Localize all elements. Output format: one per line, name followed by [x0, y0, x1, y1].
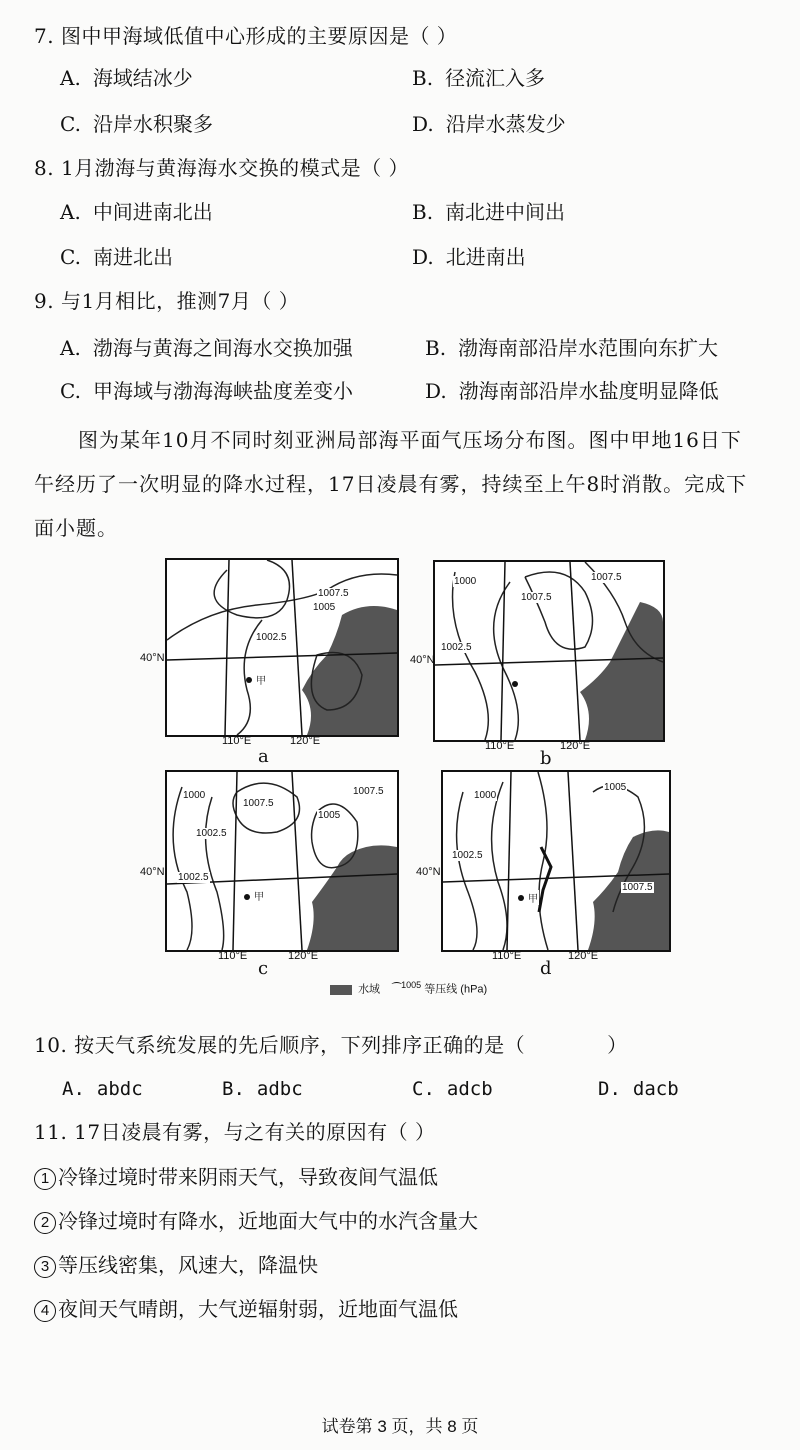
map-d-isobar-label-1: 1000: [474, 790, 497, 801]
map-b: [433, 560, 665, 742]
q11-item-4: 4 夜间天气晴朗，大气逆辐射弱，近地面气温低: [34, 1295, 458, 1323]
q7-option-d: D. 沿岸水蒸发少: [412, 112, 566, 136]
q8-option-b: B. 南北进中间出: [412, 200, 566, 224]
map-c-isobar-label-2: 1007.5: [243, 798, 274, 809]
q10-option-c: C. adcb: [412, 1078, 493, 1100]
legend-isobar-value: 1005: [401, 980, 422, 990]
legend-water-swatch: [330, 985, 352, 995]
map-a-isobar-label-3: 1002.5: [256, 632, 287, 643]
item-number-1: 1: [34, 1168, 56, 1190]
map-c-site-marker: [244, 894, 250, 900]
map-a-sea-area: [302, 606, 397, 735]
q9-option-b: B. 渤海南部沿岸水范围向东扩大: [425, 336, 719, 360]
map-b-site-marker: [512, 681, 518, 687]
map-d-isobar-1: [457, 792, 477, 950]
map-d-lon-110: [507, 772, 511, 950]
map-c-isobar-label-6: 1002.5: [178, 872, 209, 883]
q7-option-c: C. 沿岸水积聚多: [60, 112, 213, 136]
map-a-isobar-label-2: 1005: [313, 602, 336, 613]
map-a-drawing: [167, 560, 397, 735]
map-d: [441, 770, 671, 952]
q10-option-b: B. adbc: [222, 1078, 303, 1100]
q9-option-a: A. 渤海与黄海之间海水交换加强: [60, 336, 353, 360]
map-d-lat-label: 40°N: [416, 866, 441, 878]
question-11-stem: 11. 17日凌晨有雾，与之有关的原因有（ ）: [34, 1120, 436, 1144]
map-c: [165, 770, 399, 952]
map-b-lon-120: [570, 562, 580, 740]
map-c-sea-area: [307, 845, 397, 950]
map-a-isobar-label-1: 1007.5: [318, 588, 349, 599]
intro-line-2: 午经历了一次明显的降水过程，17日凌晨有雾，持续至上午8时消散。完成下: [34, 472, 748, 496]
map-c-lat-label: 40°N: [140, 866, 165, 878]
map-a-site-marker: [246, 677, 252, 683]
item-number-4: 4: [34, 1300, 56, 1322]
pressure-map-figure: [130, 548, 670, 1002]
map-d-isobar-label-2: 1005: [604, 782, 627, 793]
map-d-site-label: 甲: [527, 890, 539, 905]
map-a-lon-label-120: 120°E: [290, 735, 321, 747]
map-c-panel-label: c: [258, 958, 269, 979]
intro-line-1: 图为某年10月不同时刻亚洲局部海平面气压场分布图。图中甲地16日下: [78, 428, 742, 452]
map-d-panel-label: d: [540, 958, 552, 979]
q11-item-1: 1 冷锋过境时带来阴雨天气，导致夜间气温低: [34, 1163, 438, 1191]
map-b-lon-label-110: 110°E: [485, 740, 515, 752]
map-b-lon-label-120: 120°E: [560, 740, 591, 752]
q9-option-c: C. 甲海域与渤海海峡盐度差变小: [60, 379, 353, 403]
map-c-lon-label-110: 110°E: [218, 950, 248, 962]
legend-isobar-label: 等压线 (hPa): [424, 983, 488, 996]
map-d-front-line: [539, 847, 551, 912]
q10-option-a: A. abdc: [62, 1078, 143, 1100]
map-d-site-marker: [518, 895, 524, 901]
q8-option-a: A. 中间进南北出: [60, 200, 213, 224]
map-b-isobar-label-1: 1000: [454, 576, 477, 587]
q11-item-2: 2 冷锋过境时有降水，近地面大气中的水汽含量大: [34, 1207, 478, 1235]
map-a-isobar-1: [214, 560, 289, 618]
q11-item-3: 3 等压线密集，风速大，降温快: [34, 1251, 318, 1279]
page-footer: 试卷第 3 页，共 8 页: [321, 1417, 479, 1436]
q8-option-d: D. 北进南出: [412, 245, 526, 269]
map-b-lon-110: [501, 562, 505, 740]
map-d-isobar-label-3: 1002.5: [452, 850, 483, 861]
map-a-lon-label-110: 110°E: [222, 735, 252, 747]
q8-option-c: C. 南进北出: [60, 245, 173, 269]
map-d-isobar-label-4: 1007.5: [622, 882, 653, 893]
item-number-2: 2: [34, 1212, 56, 1234]
map-a-panel-label: a: [258, 746, 269, 767]
map-b-lat-label: 40°N: [410, 654, 435, 666]
q7-option-b: B. 径流汇入多: [412, 66, 546, 90]
map-b-isobar-label-2: 1007.5: [521, 592, 552, 603]
q7-option-a: A. 海域结冰少: [60, 66, 193, 90]
intro-line-3: 面小题。: [34, 516, 118, 540]
question-9-stem: 9. 与1月相比，推测7月（ ）: [34, 289, 300, 313]
map-c-isobar-label-3: 1005: [318, 810, 341, 821]
map-b-isobar-label-4: 1002.5: [441, 642, 472, 653]
q9-option-d: D. 渤海南部沿岸水盐度明显降低: [425, 379, 719, 403]
map-a-lat-label: 40°N: [140, 652, 165, 664]
map-b-panel-label: b: [540, 748, 552, 769]
map-d-lon-label-110: 110°E: [492, 950, 522, 962]
question-8-stem: 8. 1月渤海与黄海海水交换的模式是（ ）: [34, 156, 410, 180]
map-d-lon-120: [568, 772, 578, 950]
map-b-isobar-label-3: 1007.5: [591, 572, 622, 583]
map-legend: [330, 980, 487, 997]
q10-option-d: D. dacb: [598, 1078, 679, 1100]
item-number-3: 3: [34, 1256, 56, 1278]
map-c-lon-label-120: 120°E: [288, 950, 319, 962]
map-c-isobar-1: [173, 787, 192, 950]
legend-water-label: 水域: [358, 983, 381, 996]
question-10-stem: 10. 按天气系统发展的先后顺序，下列排序正确的是（ ）: [34, 1033, 628, 1057]
question-7-stem: 7. 图中甲海域低值中心形成的主要原因是（ ）: [34, 24, 458, 48]
map-b-isobar-3: [525, 572, 593, 649]
map-c-site-label: 甲: [253, 888, 265, 903]
legend-isobar-sample: ⁀: [392, 983, 402, 996]
map-c-isobar-label-4: 1007.5: [353, 786, 384, 797]
map-c-isobar-label-5: 1002.5: [196, 828, 227, 839]
map-a-lon-120: [292, 560, 302, 735]
map-a-lon-110: [225, 560, 229, 735]
figure-intro-paragraph: [34, 418, 764, 550]
map-d-lon-label-120: 120°E: [568, 950, 599, 962]
map-a: [165, 558, 399, 737]
map-c-isobar-label-1: 1000: [183, 790, 206, 801]
map-b-isobar-1: [453, 572, 489, 740]
map-b-isobar-2: [494, 582, 519, 740]
map-d-isobar-2: [492, 782, 507, 950]
map-a-site-label: 甲: [255, 672, 267, 687]
